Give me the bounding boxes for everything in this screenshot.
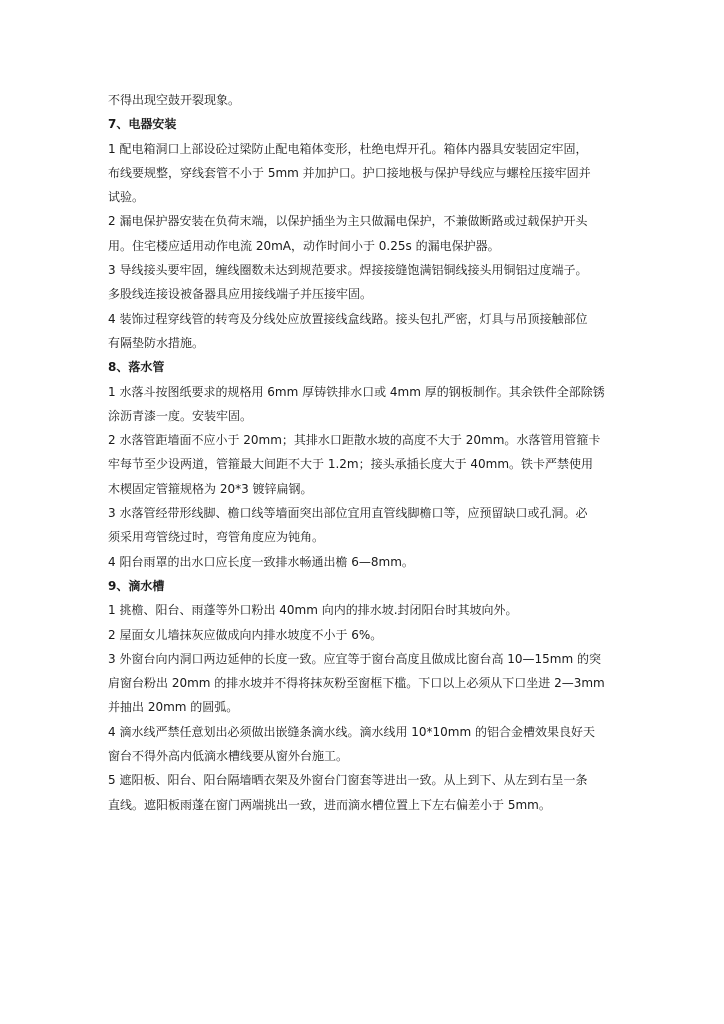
body-text-line: 布线要规整，穿线套管不小于 5mm 并加护口。护口接地极与保护导线应与螺栓压接牢固并 — [108, 165, 591, 180]
body-text-line: 肩窗台粉出 20mm 的排水坡并不得将抹灰粉至窗框下槛。下口以上必须从下口坐进 2—3mm — [108, 676, 605, 691]
body-text-line: 2 漏电保护器安装在负荷末端，以保护插坐为主只做漏电保护，不兼做断路或过载保护开头 — [108, 214, 588, 229]
body-text-line: 5 遮阳板、阳台、阳台隔墙晒衣架及外窗台门窗套等进出一致。从上到下、从左到右呈一条 — [108, 773, 588, 788]
body-text-line: 窗台不得外高内低滴水槽线要从窗外台施工。 — [108, 749, 349, 764]
body-text-line: 3 外窗台向内洞口两边延伸的长度一致。应宜等于窗台高度且做成比窗台高 10—15mm 的突 — [108, 651, 601, 666]
body-text-line: 1 配电箱洞口上部设砼过梁防止配电箱体变形，杜绝电焊开孔。箱体内器具安装固定牢固， — [108, 141, 588, 156]
document-body — [108, 88, 628, 817]
section-heading: 7、电器安装 — [108, 117, 177, 132]
body-text-line: 4 阳台雨罩的出水口应长度一致排水畅通出檐 6—8mm。 — [108, 554, 414, 569]
body-text-line: 1 水落斗按图纸要求的规格用 6mm 厚铸铁排水口或 4mm 厚的钢板制作。其余铁件全部除锈 — [108, 384, 605, 399]
body-text-line: 牢每节至少设两道，管箍最大间距不大于 1.2m；接头承插长度大于 40mm。铁卡严禁使用 — [108, 457, 594, 472]
body-text-line: 2 水落管距墙面不应小于 20mm；其排水口距散水坡的高度不大于 20mm。水落管用管箍卡 — [108, 433, 601, 448]
body-text-line: 并抽出 20mm 的圆弧。 — [108, 700, 239, 715]
section-heading: 8、落水管 — [108, 360, 165, 375]
body-text-line: 有隔垫防水措施。 — [108, 335, 205, 350]
body-text-line: 3 导线接头要牢固，缠线圈数未达到规范要求。焊接接缝饱满铝铜线接头用铜铝过度端子。 — [108, 263, 588, 278]
body-text-line: 试验。 — [108, 190, 145, 205]
body-text-line: 须采用弯管绕过时，弯管角度应为钝角。 — [108, 530, 325, 545]
body-text-line: 不得出现空鼓开裂现象。 — [108, 93, 241, 107]
body-text-line: 4 装饰过程穿线管的转弯及分线处应放置接线盒线路。接头包扎严密，灯具与吊顶接触部位 — [108, 311, 588, 326]
body-text-line: 2 屋面女儿墙抹灰应做成向内排水坡度不小于 6%。 — [108, 627, 383, 642]
section-heading: 9、滴水槽 — [108, 578, 165, 593]
body-text-line: 多股线连接设被备器具应用接线端子并压接牢固。 — [108, 287, 373, 302]
body-text-line: 涂沥青漆一度。安装牢固。 — [108, 408, 253, 423]
body-text-line: 4 滴水线严禁任意划出必须做出嵌缝条滴水线。滴水线用 10*10mm 的铝合金槽效果良好天 — [108, 724, 595, 739]
body-text-line: 直线。遮阳板雨蓬在窗门两端挑出一致，进而滴水槽位置上下左右偏差小于 5mm。 — [108, 797, 551, 812]
body-text-line: 木楔固定管箍规格为 20*3 镀锌扁钢。 — [108, 481, 313, 496]
body-text-line: 用。住宅楼应适用动作电流 20mA，动作时间小于 0.25s 的漏电保护器。 — [108, 238, 500, 253]
body-text-line: 1 挑檐、阳台、雨蓬等外口粉出 40mm 向内的排水坡.封闭阳台时其坡向外。 — [108, 603, 518, 618]
body-text-line: 3 水落管经带形线脚、檐口线等墙面突出部位宜用直管线脚檐口等，应预留缺口或孔洞。必 — [108, 506, 588, 521]
